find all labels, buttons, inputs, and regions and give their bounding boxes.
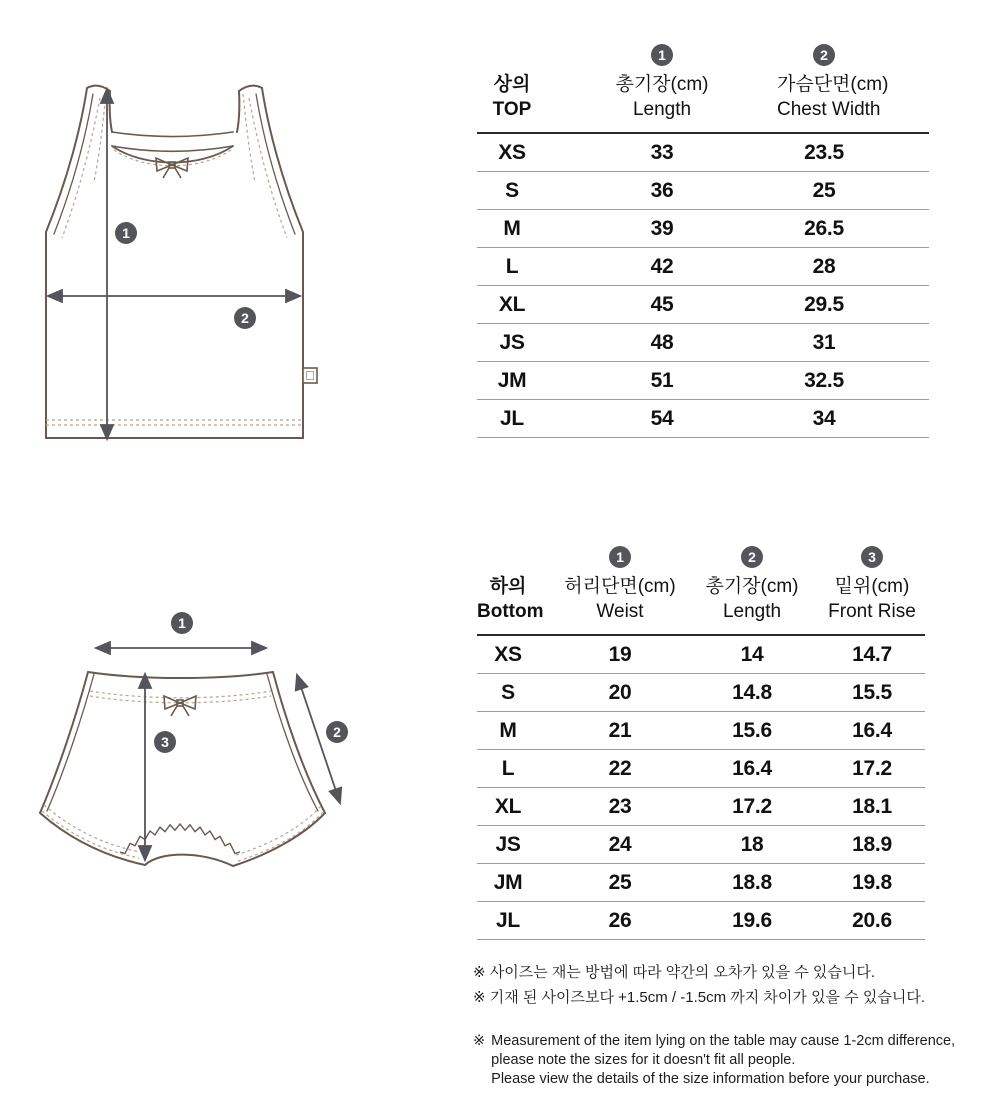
size-cell: S	[477, 674, 539, 712]
value-cell: 42	[547, 248, 777, 286]
header-row	[477, 574, 925, 635]
size-cell: JM	[477, 864, 539, 902]
size-cell: M	[477, 210, 547, 248]
col-label-ko: 가슴단면(cm)	[777, 74, 889, 95]
value-cell: 25	[539, 864, 701, 902]
col-label-ko: 허리단면(cm)	[564, 576, 676, 597]
crotch-zigzag-stitch	[120, 824, 240, 854]
category-header	[477, 72, 547, 133]
value-cell: 16.4	[701, 750, 803, 788]
table-row	[477, 788, 925, 826]
col-label-ko: 총기장(cm)	[705, 576, 799, 597]
marker-1-badge: 1	[171, 612, 193, 634]
tank-stitch-lines	[46, 94, 303, 425]
english-footnote	[473, 1032, 955, 1089]
column-3-badge: 3	[861, 546, 883, 568]
table-row	[477, 712, 925, 750]
value-cell: 18.8	[701, 864, 803, 902]
table-row	[477, 210, 929, 248]
column-header-length	[701, 574, 803, 635]
size-cell: JS	[477, 826, 539, 864]
value-cell: 51	[547, 362, 777, 400]
size-cell: XS	[477, 635, 539, 674]
value-cell: 14.7	[803, 635, 925, 674]
footnote-line: Measurement of the item lying on the table may cause 1-2cm difference,	[491, 1033, 956, 1049]
table-row	[477, 902, 925, 940]
bottom-size-table-wrap	[477, 538, 925, 940]
bow-icon	[164, 696, 196, 716]
column-header-length	[547, 72, 777, 133]
col-label-ko: 총기장(cm)	[615, 74, 709, 95]
footnote-text	[491, 1032, 955, 1089]
value-cell: 20	[539, 674, 701, 712]
table-row	[477, 826, 925, 864]
footnote-line: Please view the details of the size information before your purchase.	[491, 1071, 930, 1087]
badge-row	[477, 36, 929, 72]
size-cell: XL	[477, 788, 539, 826]
table-row	[477, 286, 929, 324]
shorts-drawing-icon	[30, 595, 360, 925]
category-ko: 상의	[493, 74, 531, 95]
value-cell: 21	[539, 712, 701, 750]
bottom-size-table	[477, 538, 925, 940]
badge-row	[477, 538, 925, 574]
value-cell: 26	[539, 902, 701, 940]
value-cell: 17.2	[701, 788, 803, 826]
shorts-stitch-lines	[42, 691, 323, 861]
value-cell: 22	[539, 750, 701, 788]
waist-measure-arrow	[96, 642, 266, 654]
category-header	[477, 574, 544, 635]
category-ko: 하의	[489, 576, 527, 597]
empty-cell	[477, 36, 547, 72]
column-1-badge: 1	[609, 546, 631, 568]
value-cell: 48	[547, 324, 777, 362]
value-cell: 36	[547, 172, 777, 210]
value-cell: 54	[547, 400, 777, 438]
size-cell: JS	[477, 324, 547, 362]
marker-1-badge: 1	[115, 222, 137, 244]
value-cell: 33	[547, 133, 777, 172]
size-cell: JL	[477, 400, 547, 438]
column-2-badge: 2	[813, 44, 835, 66]
column-header-front-rise	[803, 574, 925, 635]
value-cell: 14.8	[701, 674, 803, 712]
value-cell: 23.5	[777, 133, 929, 172]
badge-cell	[803, 538, 925, 574]
value-cell: 14	[701, 635, 803, 674]
shorts-illustration	[30, 595, 360, 925]
value-cell: 19.8	[803, 864, 925, 902]
tank-top-drawing-icon	[30, 72, 330, 452]
size-cell: JM	[477, 362, 547, 400]
tank-garment-outline	[46, 86, 303, 438]
table-row	[477, 248, 929, 286]
size-cell: JL	[477, 902, 539, 940]
marker-2-badge: 2	[234, 307, 256, 329]
badge-cell	[701, 538, 803, 574]
table-row	[477, 362, 929, 400]
value-cell: 19	[539, 635, 701, 674]
chest-width-measure-arrow	[48, 290, 300, 302]
marker-3-badge: 3	[154, 731, 176, 753]
length-measure-arrow	[101, 89, 113, 439]
value-cell: 39	[547, 210, 777, 248]
badge-cell	[777, 36, 929, 72]
column-header-chest-width	[777, 72, 929, 133]
badge-cell	[547, 36, 777, 72]
reference-mark: ※	[473, 1033, 486, 1049]
value-cell: 18.9	[803, 826, 925, 864]
category-en: Bottom	[477, 601, 544, 622]
value-cell: 28	[777, 248, 929, 286]
value-cell: 34	[777, 400, 929, 438]
value-cell: 16.4	[803, 712, 925, 750]
col-label-en: Chest Width	[777, 99, 881, 120]
table-row	[477, 324, 929, 362]
value-cell: 18.1	[803, 788, 925, 826]
empty-cell	[477, 538, 539, 574]
column-1-badge: 1	[651, 44, 673, 66]
badge-cell	[539, 538, 701, 574]
size-cell: L	[477, 248, 547, 286]
value-cell: 45	[547, 286, 777, 324]
size-cell: L	[477, 750, 539, 788]
table-row	[477, 750, 925, 788]
value-cell: 24	[539, 826, 701, 864]
size-cell: XL	[477, 286, 547, 324]
table-row	[477, 674, 925, 712]
top-size-table-wrap	[477, 36, 929, 438]
top-size-table	[477, 36, 929, 438]
value-cell: 18	[701, 826, 803, 864]
value-cell: 23	[539, 788, 701, 826]
marker-2-badge: 2	[326, 721, 348, 743]
table-row	[477, 864, 925, 902]
footnote-line: please note the sizes for it doesn't fit all people.	[491, 1052, 796, 1068]
care-tag-icon	[303, 368, 317, 383]
value-cell: 31	[777, 324, 929, 362]
table-row	[477, 400, 929, 438]
value-cell: 17.2	[803, 750, 925, 788]
size-cell: XS	[477, 133, 547, 172]
table-row	[477, 133, 929, 172]
header-row	[477, 72, 929, 133]
value-cell: 19.6	[701, 902, 803, 940]
bow-icon	[156, 158, 188, 178]
table-row	[477, 635, 925, 674]
column-2-badge: 2	[741, 546, 763, 568]
value-cell: 26.5	[777, 210, 929, 248]
footnote-line: ※ 사이즈는 재는 방법에 따라 약간의 오차가 있을 수 있습니다.	[473, 964, 876, 981]
column-header-waist	[539, 574, 701, 635]
value-cell: 15.6	[701, 712, 803, 750]
size-cell: M	[477, 712, 539, 750]
size-cell: S	[477, 172, 547, 210]
korean-footnotes	[473, 960, 925, 1010]
col-label-en: Length	[722, 601, 782, 622]
category-en: TOP	[492, 99, 532, 120]
table-row	[477, 172, 929, 210]
value-cell: 25	[777, 172, 929, 210]
value-cell: 32.5	[777, 362, 929, 400]
value-cell: 15.5	[803, 674, 925, 712]
value-cell: 20.6	[803, 902, 925, 940]
col-label-en: Length	[632, 99, 692, 120]
col-label-en: Front Rise	[828, 601, 916, 622]
footnote-line: ※ 기재 된 사이즈보다 +1.5cm / -1.5cm 까지 차이가 있을 수 있습니다.	[473, 989, 925, 1006]
tank-top-illustration	[30, 72, 330, 452]
value-cell: 29.5	[777, 286, 929, 324]
col-label-en: Weist	[596, 601, 644, 622]
col-label-ko: 밑위(cm)	[834, 576, 910, 597]
